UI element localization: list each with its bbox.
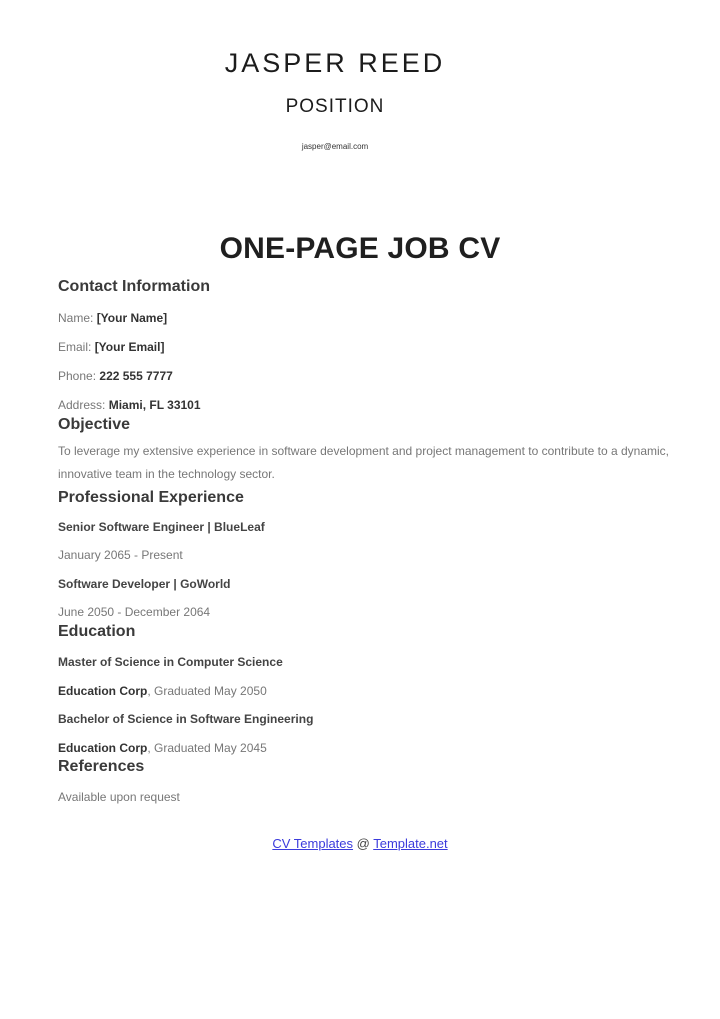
objective-text: To leverage my extensive experience in software development and project management to contribute to a dynamic, innovative team in the technology sector.	[58, 444, 670, 481]
contact-email-label: Email:	[58, 340, 92, 354]
contact-phone-value: 222 555 7777	[99, 369, 173, 383]
contact-name-label: Name:	[58, 311, 94, 325]
footer	[0, 836, 720, 851]
header-position: POSITION	[285, 96, 385, 117]
document-title: ONE-PAGE JOB CV	[219, 232, 501, 265]
contact-address-label: Address:	[58, 398, 106, 412]
contact-phone-label: Phone:	[58, 369, 97, 383]
degree-school-line	[58, 741, 678, 755]
cv-templates-link[interactable]: CV Templates	[272, 836, 354, 851]
contact-address-value: Miami, FL 33101	[108, 398, 201, 412]
degree-title: Bachelor of Science in Software Engineering	[58, 712, 314, 726]
job-dates: June 2050 - December 2064	[58, 605, 211, 619]
degree-school: Education Corp	[58, 684, 148, 698]
header-email: jasper@email.com	[301, 142, 369, 151]
contact-phone-line	[58, 369, 678, 383]
references-text: Available upon request	[58, 790, 180, 804]
job-title: Senior Software Engineer | BlueLeaf	[58, 520, 265, 534]
degree-detail: , Graduated May 2050	[147, 684, 267, 698]
degree-title: Master of Science in Computer Science	[58, 655, 283, 669]
experience-heading: Professional Experience	[58, 489, 244, 506]
objective-heading: Objective	[58, 416, 131, 433]
contact-name-line	[58, 311, 678, 325]
job-title: Software Developer | GoWorld	[58, 577, 231, 591]
header-name: JASPER REED	[224, 48, 446, 78]
contact-name-value: [Your Name]	[96, 311, 168, 325]
references-heading: References	[58, 758, 145, 775]
contact-email-value: [Your Email]	[94, 340, 165, 354]
degree-detail: , Graduated May 2045	[147, 741, 267, 755]
template-net-link[interactable]: Template.net	[373, 836, 448, 851]
contact-email-line	[58, 340, 678, 354]
footer-separator: @	[353, 836, 374, 851]
cv-content	[58, 276, 678, 804]
degree-school: Education Corp	[58, 741, 148, 755]
degree-school-line	[58, 684, 678, 698]
job-dates: January 2065 - Present	[58, 548, 183, 562]
education-heading: Education	[58, 623, 136, 640]
contact-heading: Contact Information	[58, 278, 210, 295]
contact-address-line	[58, 398, 678, 412]
